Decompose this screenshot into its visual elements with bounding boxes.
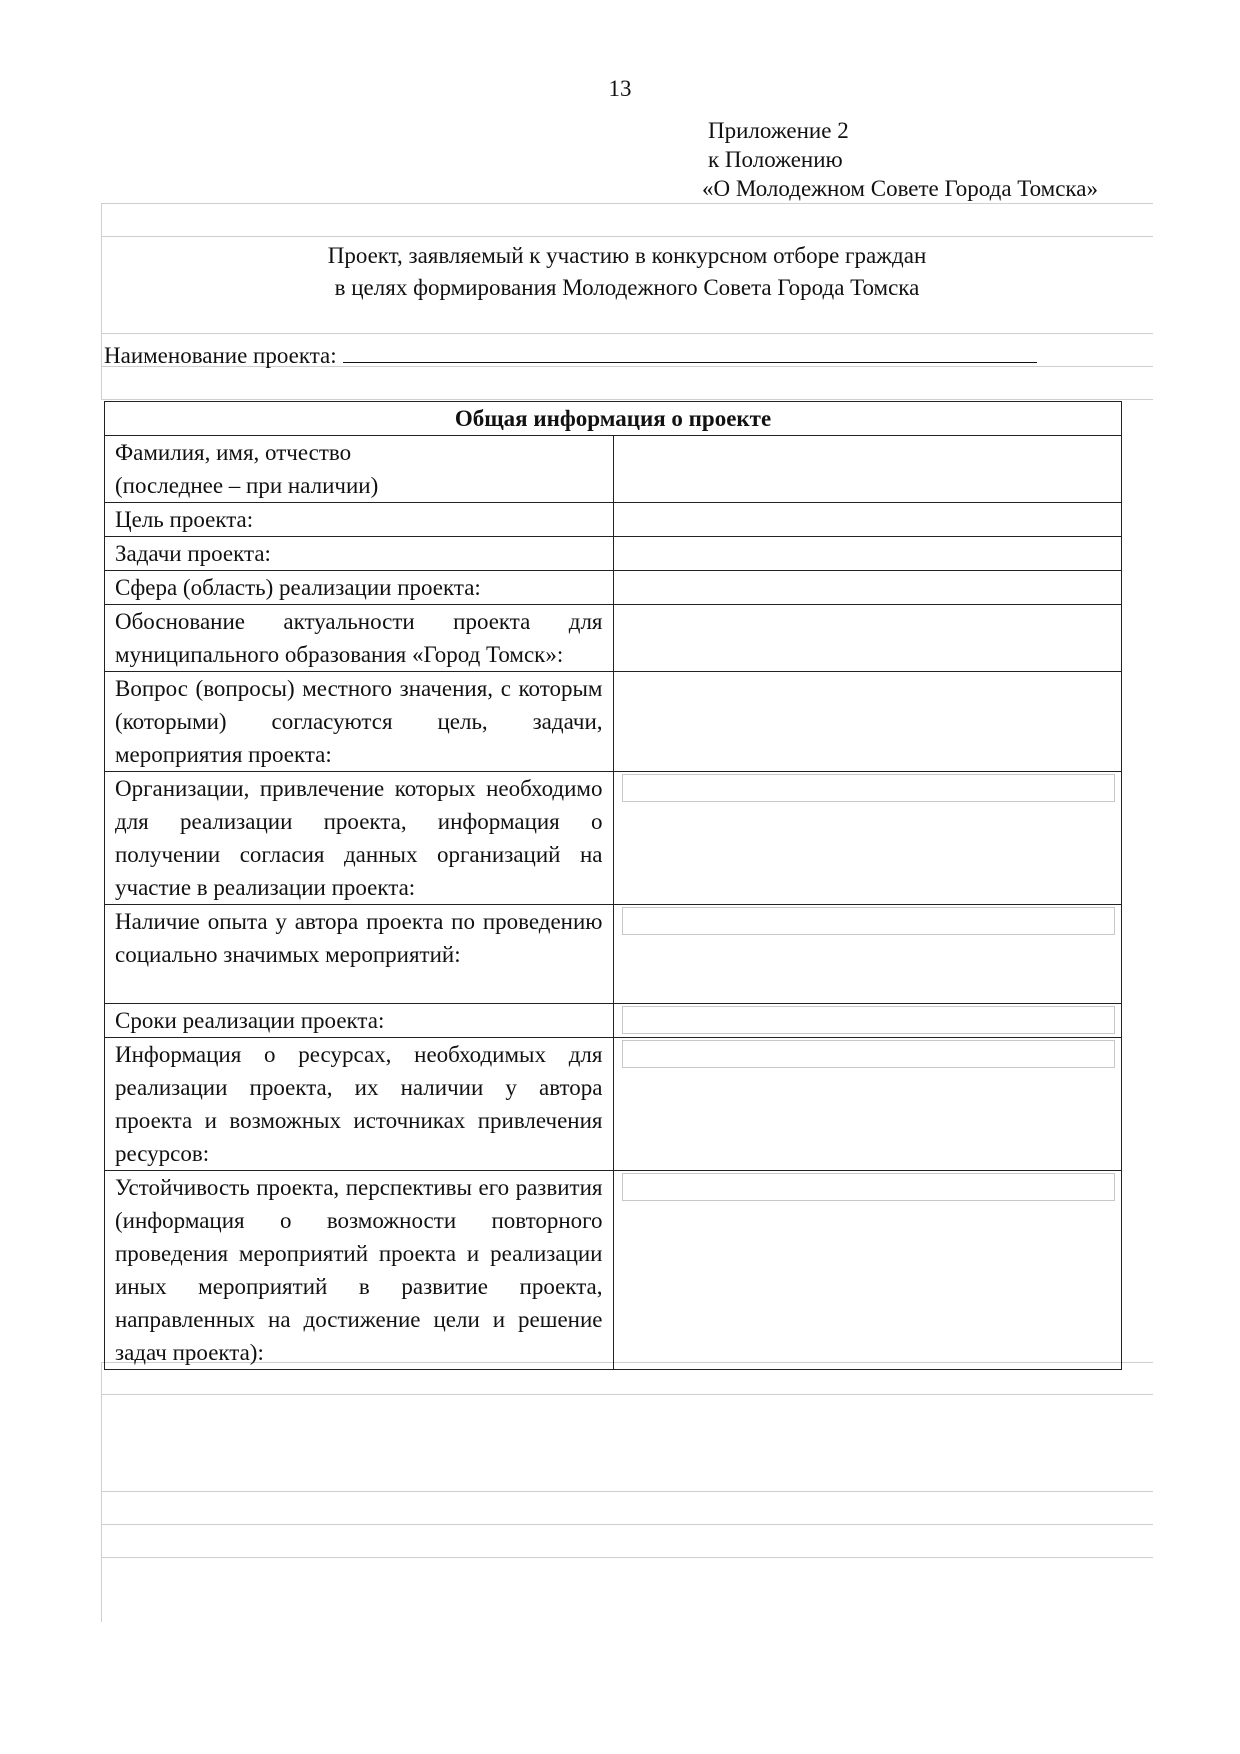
scan-guide-line — [101, 1491, 1153, 1492]
appendix-line-3: «О Молодежном Совете Города Томска» — [702, 176, 1098, 201]
table-row — [105, 772, 1122, 905]
row-label-full-name — [105, 436, 614, 503]
scan-guide-line — [101, 1524, 1153, 1525]
scan-guide-line — [101, 1362, 102, 1622]
row-value-sustainability[interactable] — [613, 1171, 1122, 1370]
table-row — [105, 1038, 1122, 1171]
table-row — [105, 672, 1122, 772]
appendix-reference — [702, 116, 1098, 203]
table-row — [105, 436, 1122, 503]
row-label-full-name-text: Фамилия, имя, отчество (последнее – при наличии) — [115, 440, 379, 498]
row-value-relevance[interactable] — [613, 605, 1122, 672]
appendix-line-2: к Положению — [708, 147, 843, 172]
scan-guide-line — [101, 399, 1153, 400]
row-value-full-name[interactable] — [613, 436, 1122, 503]
value-input-box — [622, 1040, 1116, 1068]
row-value-local-issues[interactable] — [613, 672, 1122, 772]
scan-guide-line — [101, 1394, 1153, 1395]
project-name-field — [104, 338, 1037, 372]
value-input-box — [622, 1173, 1116, 1201]
project-name-blank[interactable] — [343, 338, 1037, 363]
row-label-organizations: Организации, привлечение которых необходимо для реализации проекта, информация о получении согласия данных организаций на участие в реализации проекта: — [105, 772, 614, 905]
row-value-timeline[interactable] — [613, 1004, 1122, 1038]
table-row — [105, 1004, 1122, 1038]
row-label-sustainability: Устойчивость проекта, перспективы его развития (информация о возможности повторного проведения мероприятий проекта и реализации иных мероприятий в развитие проекта, направленных на достижение цели и решение задач проекта): — [105, 1171, 614, 1370]
table-row — [105, 1171, 1122, 1370]
row-value-goal[interactable] — [613, 503, 1122, 537]
form-heading-line-1: Проект, заявляемый к участию в конкурсном отборе граждан — [327, 243, 927, 268]
row-value-tasks[interactable] — [613, 537, 1122, 571]
row-label-local-issues: Вопрос (вопросы) местного значения, с которым (которыми) согласуются цель, задачи, мероприятия проекта: — [105, 672, 614, 772]
table-row — [105, 537, 1122, 571]
value-input-box — [622, 907, 1116, 935]
scan-guide-line — [101, 236, 1153, 237]
row-label-timeline: Сроки реализации проекта: — [105, 1004, 614, 1038]
table-row — [105, 571, 1122, 605]
table-row — [105, 605, 1122, 672]
scan-guide-line — [101, 333, 1153, 334]
value-input-box — [622, 1006, 1116, 1034]
table-row — [105, 503, 1122, 537]
row-label-relevance: Обоснование актуальности проекта для муниципального образования «Город Томск»: — [105, 605, 614, 672]
scan-guide-line — [101, 1557, 1153, 1558]
row-label-experience: Наличие опыта у автора проекта по проведению социально значимых мероприятий: — [105, 905, 614, 1004]
scan-guide-line — [101, 203, 1153, 204]
row-label-goal: Цель проекта: — [105, 503, 614, 537]
appendix-line-1: Приложение 2 — [708, 118, 849, 143]
row-label-tasks: Задачи проекта: — [105, 537, 614, 571]
table-row — [105, 905, 1122, 1004]
page-number: 13 — [608, 76, 632, 101]
value-input-box — [622, 774, 1116, 802]
row-label-sphere: Сфера (область) реализации проекта: — [105, 571, 614, 605]
project-name-label: Наименование проекта: — [104, 343, 337, 368]
row-value-organizations[interactable] — [613, 772, 1122, 905]
row-value-sphere[interactable] — [613, 571, 1122, 605]
row-value-resources[interactable] — [613, 1038, 1122, 1171]
table-title: Общая информация о проекте — [105, 402, 1122, 436]
row-label-resources: Информация о ресурсах, необходимых для реализации проекта, их наличии у автора проекта и возможных источниках привлечения ресурсов: — [105, 1038, 614, 1171]
project-info-table — [104, 401, 1122, 1370]
form-heading-line-2: в целях формирования Молодежного Совета Города Томска — [334, 275, 920, 300]
row-value-experience[interactable] — [613, 905, 1122, 1004]
form-heading — [101, 240, 1153, 304]
